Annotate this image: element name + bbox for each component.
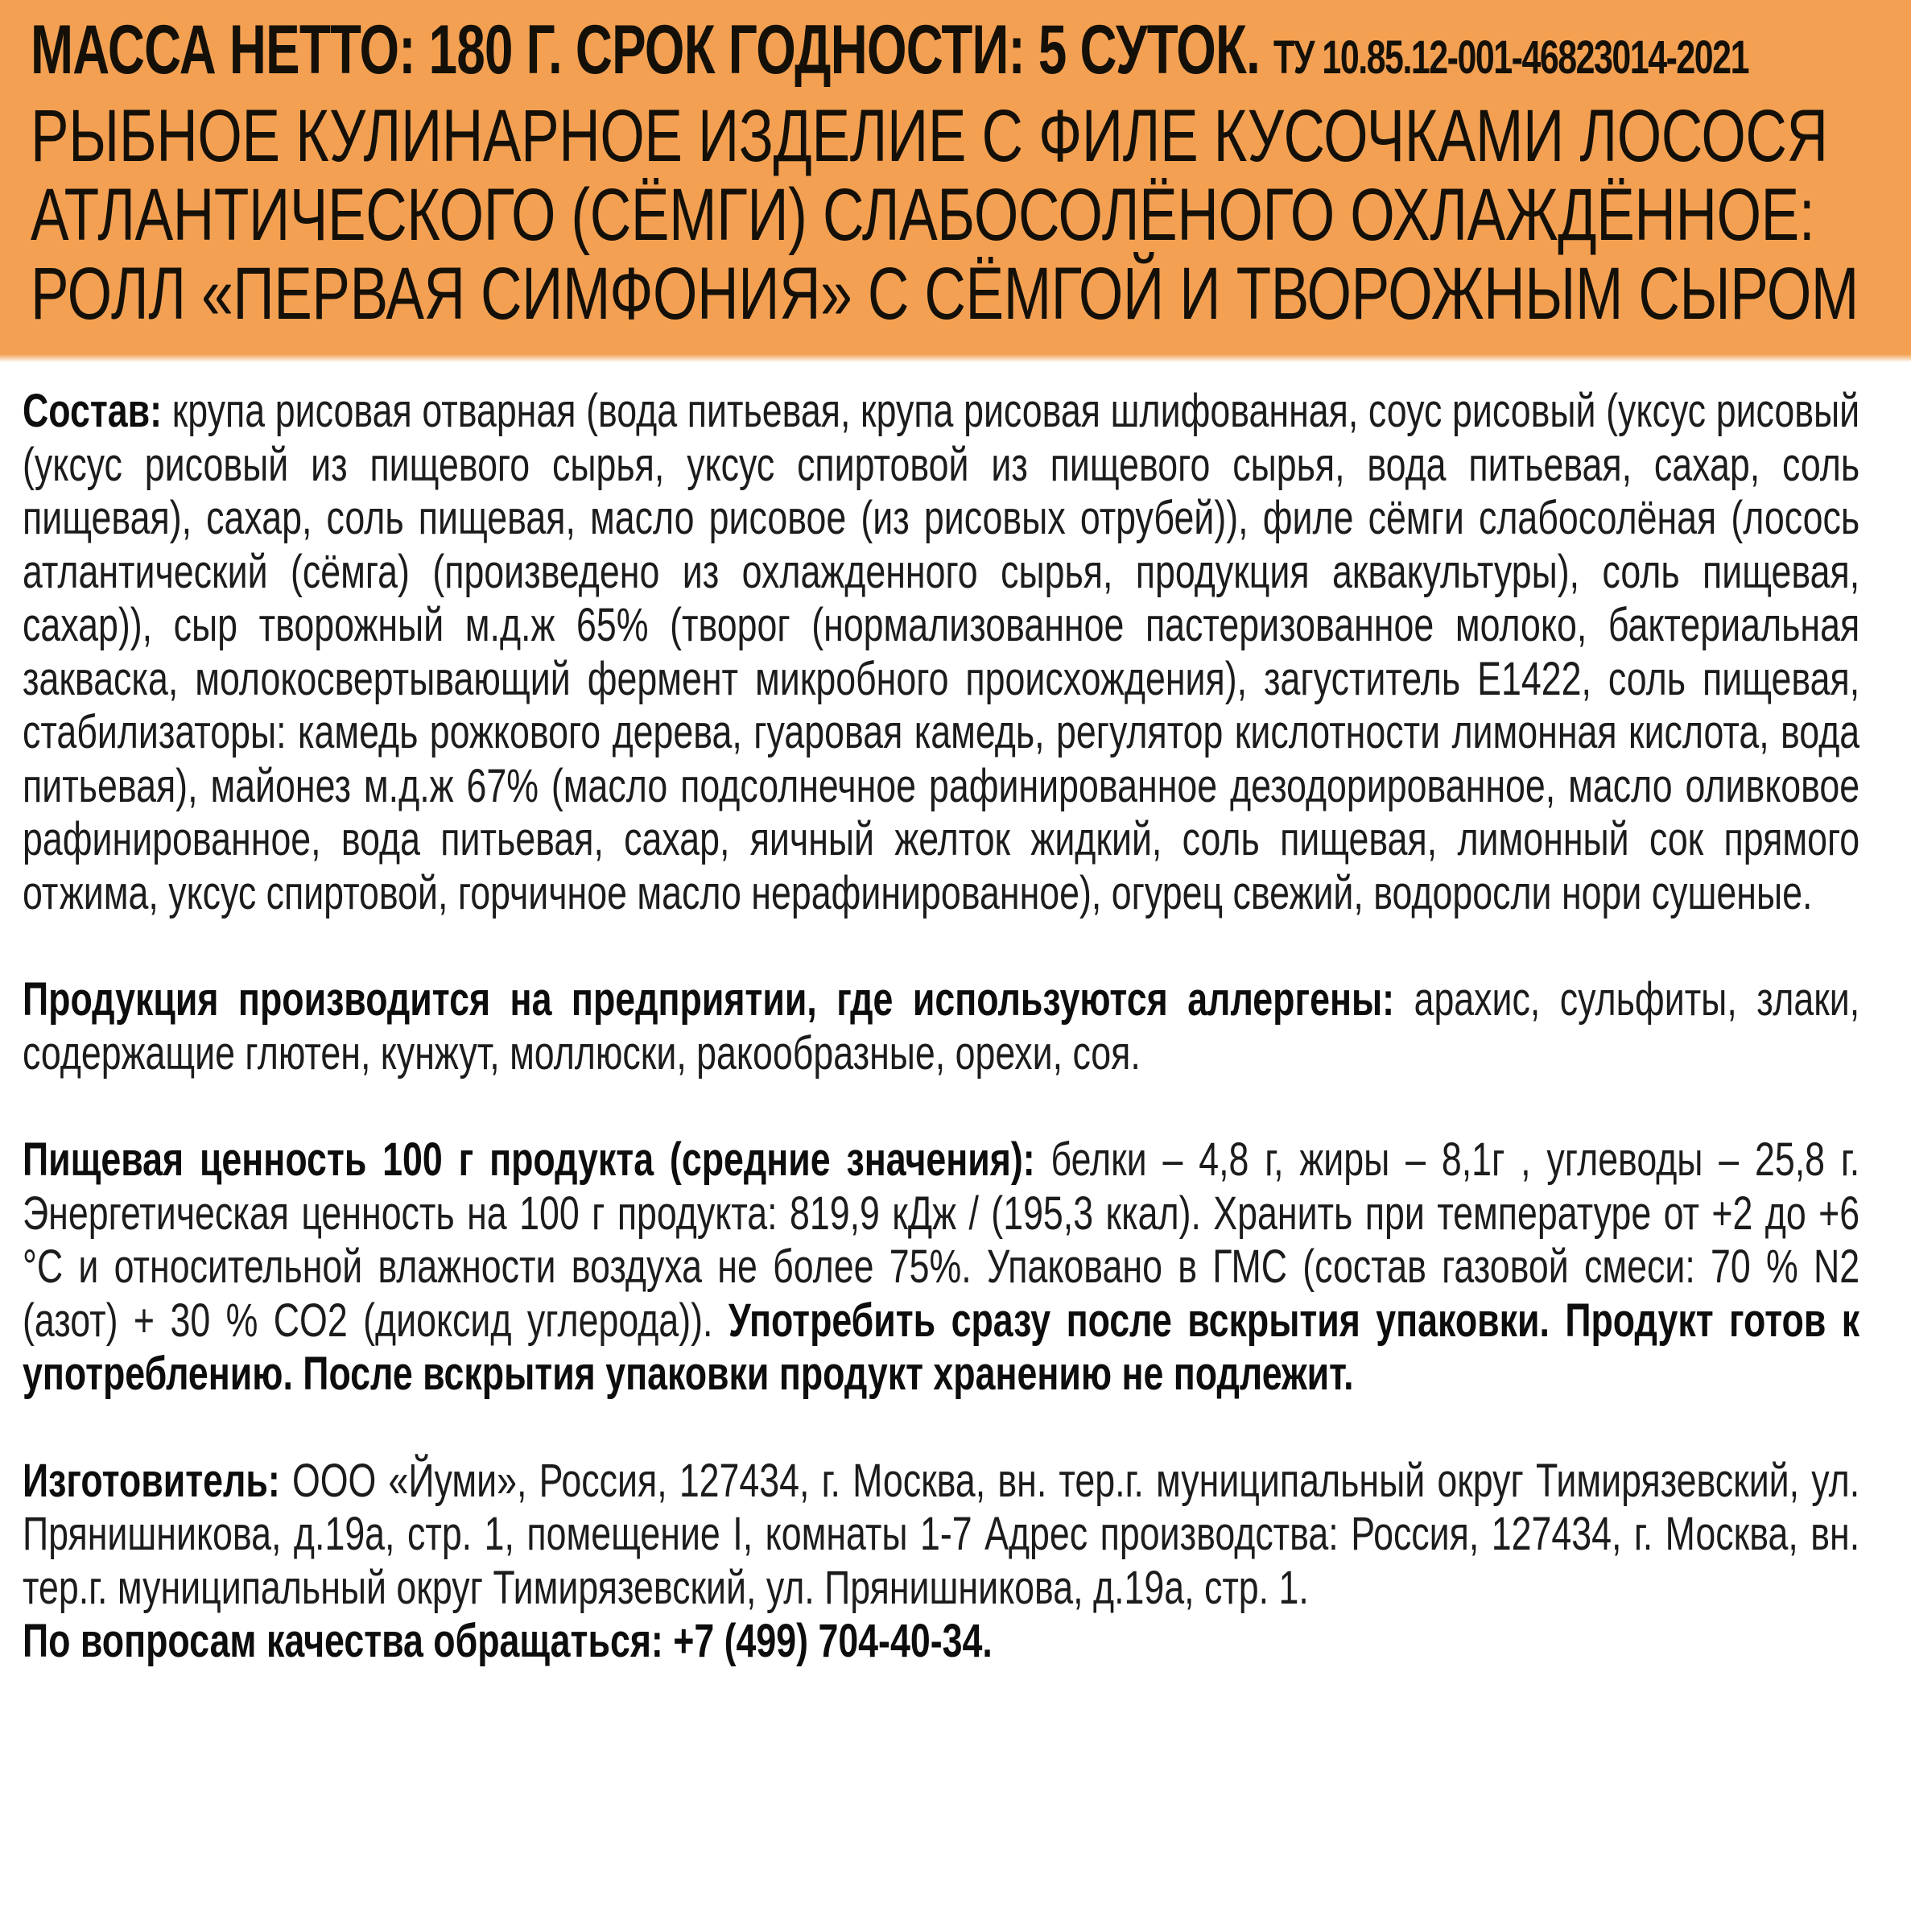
label-header-band (0, 0, 1911, 358)
allergens-section (23, 973, 1859, 1080)
storage-warning: Употребить сразу после вскрытия упаковки. Продукт готов к употреблению. После вскрытия упаковки продукт хранению не подлежит. (23, 1294, 1860, 1400)
composition-section (23, 385, 1859, 920)
allergens-label: Продукция производится на предприятии, где используются аллергены: (23, 973, 1395, 1026)
manufacturer-text: ООО «Йуми», Россия, 127434, г. Москва, вн. тер.г. муниципальный округ Тимирязевский, ул. Прянишникова, д.19а, стр. 1, помещение I, комнаты 1-7 Адрес производства: Россия, 127434, г. Москва, вн. тер.г. муниципальный округ Тимирязевский, ул. Прянишникова, д.19а, стр. 1. (23, 1454, 1860, 1614)
net-weight-shelf-life: МАССА НЕТТО: 180 Г. СРОК ГОДНОСТИ: 5 СУТОК. (31, 11, 1261, 89)
nutrition-label: Пищевая ценность 100 г продукта (средние значения): (23, 1133, 1035, 1186)
spacer (23, 1080, 1859, 1133)
net-weight-line (31, 11, 1748, 97)
composition-label: Состав: (23, 385, 163, 437)
manufacturer-section (23, 1455, 1859, 1616)
product-title-line-1: РЫБНОЕ КУЛИНАРНОЕ ИЗДЕЛИЕ С ФИЛЕ КУСОЧКАМИ ЛОСОСЯ (31, 95, 1828, 177)
label-body (23, 385, 1859, 1669)
quality-contact-section (23, 1615, 1859, 1669)
quality-contact: По вопросам качества обращаться: +7 (499) 704-40-34. (23, 1615, 993, 1667)
manufacturer-label: Изготовитель: (23, 1454, 280, 1507)
product-title-line-2: АТЛАНТИЧЕСКОГО (СЁМГИ) СЛАБОСОЛЁНОГО ОХЛАЖДЁННОЕ: (31, 174, 1815, 256)
nutrition-text: белки – 4,8 г, жиры – 8,1г , углеводы – 25,8 г. Энергетическая ценность на 100 г продукта: 819,9 кДж / (195,3 ккал). Хранить при температуре от +2 до +6 °С и относительной влажности воздуха не более 75%. Упаковано в ГМС (состав газовой смеси: 70 % N2 (азот) + 30 % CO2 (диоксид углерода)). (23, 1133, 1860, 1347)
spacer (23, 920, 1859, 973)
spacer (23, 1402, 1859, 1455)
header-divider (0, 354, 1911, 362)
tu-code: ТУ 10.85.12-001-46823014-2021 (1273, 31, 1748, 84)
nutrition-section (23, 1133, 1859, 1402)
allergens-text: арахис, сульфиты, злаки, содержащие глютен, кунжут, моллюски, ракообразные, орехи, соя. (23, 973, 1860, 1080)
composition-text: крупа рисовая отварная (вода питьевая, крупа рисовая шлифованная, соус рисовый (уксус рисовый (уксус рисовый из пищевого сырья, уксус спиртовой из пищевого сырья, вода питьевая, сахар, соль пищевая), сахар, соль пищевая, масло рисовое (из рисовых отрубей)), филе сёмги слабосолёная (лосось атлантический (сёмга) (произведено из охлажденного сырья, продукция аквакультуры), соль пищевая, сахар)), сыр творожный м.д.ж 65% (творог (нормализованное пастеризованное молоко, бактериальная закваска, молокосвертывающий фермент микробного происхождения), загуститель Е1422, соль пищевая, стабилизаторы: камедь рожкового дерева, гуаровая камедь, регулятор кислотности лимонная кислота, вода питьевая), майонез м.д.ж 67% (масло подсолнечное рафинированное дезодорированное, масло оливковое рафинированное, вода питьевая, сахар, яичный желток жидкий, соль пищевая, лимонный сок прямого отжима, уксус спиртовой, горчичное масло нерафинированное), огурец свежий, водоросли нори сушеные. (23, 385, 1860, 919)
product-title-line-3: РОЛЛ «ПЕРВАЯ СИМФОНИЯ» С СЁМГОЙ И ТВОРОЖНЫМ СЫРОМ (31, 253, 1859, 335)
